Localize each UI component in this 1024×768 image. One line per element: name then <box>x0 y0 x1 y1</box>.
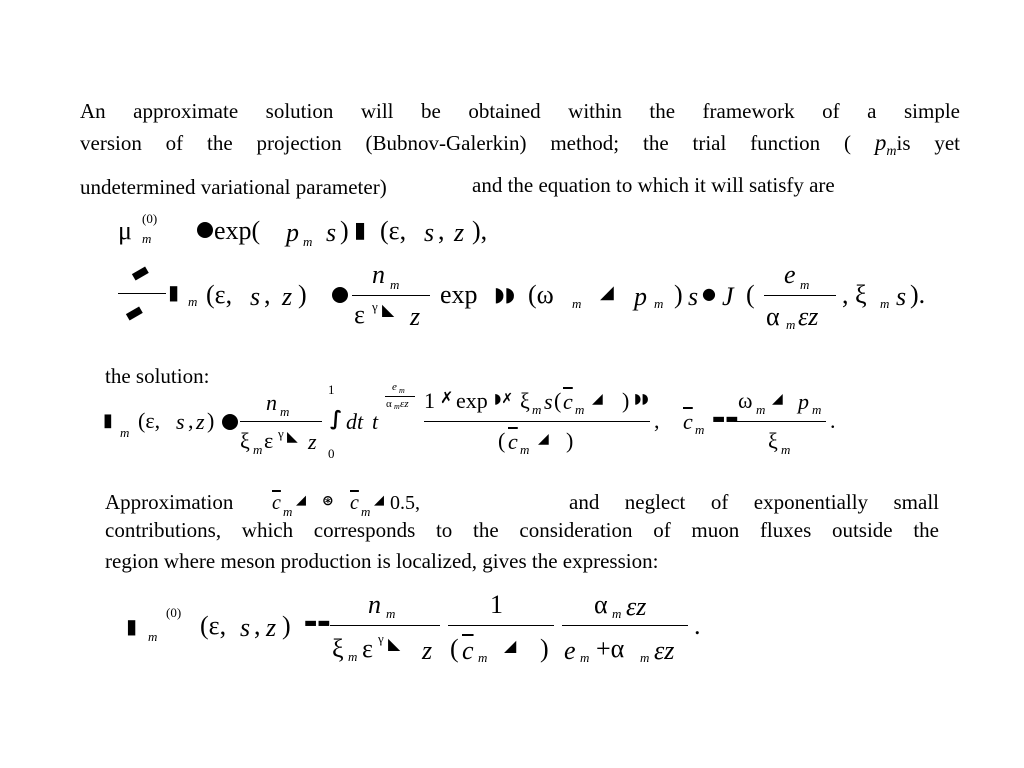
eq1-s2: s <box>424 218 435 247</box>
sol-frac3-bar <box>424 421 650 422</box>
eq3-f3-epsz: εz <box>626 592 647 621</box>
eq1-exp: exp( <box>214 216 261 245</box>
sol-int-lower: 0 <box>328 446 335 461</box>
eq2-xi-sub: m <box>880 296 890 311</box>
intro-line-2: version of the projection (Bubnov-Galerkin) method; the trial function ( $p_mis$ yet <box>80 130 960 159</box>
eq2-den-z: z <box>410 302 421 331</box>
eq2-frac2-e-sub: m <box>800 277 810 292</box>
eq3-frac2-bar <box>448 625 554 626</box>
eq3-close: ) <box>282 611 291 640</box>
intro-line-1: An approximate solution will be obtained within the framework of a simple <box>80 99 960 123</box>
eq3-phi-glyph: ▮ <box>126 614 138 638</box>
sol-f4-omega-sub: m <box>756 402 766 417</box>
eq2-s2: s <box>688 282 699 311</box>
sol-cbar: $\overline{c}$ <box>683 409 693 434</box>
eq1-z: z <box>454 218 465 247</box>
eq2-z: z <box>282 282 293 311</box>
eq3-f2-open: ( <box>450 634 459 663</box>
sol-den-xi-sub: m <box>253 442 263 457</box>
sol-num-sub: m <box>280 404 290 419</box>
eq2-glyph-3: ● <box>702 284 716 303</box>
eq1-p-sub: m <box>303 234 313 249</box>
eq2-partial-bar <box>118 293 166 294</box>
eq1-sub: m <box>142 231 152 246</box>
approx-value: 0.5, <box>390 492 420 514</box>
eq2-frac2-alpha-sub: m <box>786 317 796 332</box>
sol-exp-den-sub: m <box>394 402 400 411</box>
approx-c1: $\overline{c}$ <box>272 492 281 514</box>
eq3-f2-close: ) <box>540 634 549 663</box>
approx-line-2: contributions, which corresponds to the consideration of muon fluxes outside the <box>105 518 939 542</box>
sol-f3-den-c: $\overline{c}$ <box>508 429 518 454</box>
eq2-den-gamma: γ <box>372 299 378 314</box>
eq2-omega: (ω <box>528 280 554 309</box>
sol-f3-den-c-sub: m <box>520 442 530 457</box>
eq1-tail: ), <box>472 216 488 245</box>
sol-f3-glyph-4: ◗◗ <box>634 391 649 407</box>
eq2-num-sub: m <box>390 277 400 292</box>
sol-comma: , <box>188 408 194 433</box>
sol-f4-xi-sub: m <box>781 442 791 457</box>
sol-f4-xi: ξ <box>768 428 778 453</box>
eq3-f1-z: z <box>422 636 433 665</box>
sol-exp-num-e: e <box>392 381 397 393</box>
sol-exp-bar <box>385 396 415 397</box>
sol-period: . <box>830 408 836 433</box>
sol-int-upper: 1 <box>328 382 335 397</box>
eq1-args: (ε, <box>380 216 407 245</box>
eq3-f3-e: e <box>564 636 576 665</box>
eq2-end: ). <box>910 280 926 309</box>
eq2-p: p <box>634 282 647 311</box>
eq2-den-glyph: ◣ <box>382 300 395 319</box>
eq2-comma: , <box>264 280 271 309</box>
eq2-sub: m <box>188 294 198 309</box>
eq2-glyph-2: ◢ <box>600 282 614 303</box>
sol-den-eps: ε <box>264 428 274 453</box>
eq3-sub: m <box>148 629 158 644</box>
eq3-f1-glyph: ◣ <box>388 634 401 653</box>
solution-label: the solution: <box>105 364 210 388</box>
sol-num-n: n <box>266 390 277 415</box>
eq2-J-open: ( <box>746 280 755 309</box>
sol-cbar-sub: m <box>695 422 705 437</box>
sol-frac1-bar <box>240 421 322 422</box>
eq3-frac3-bar <box>562 625 688 626</box>
eq3-f3-z: εz <box>654 636 675 665</box>
eq3-f2-glyph: ◢ <box>504 636 517 655</box>
approx-glyph-1: ◢ <box>296 493 306 508</box>
eq2-close: ) <box>298 280 307 309</box>
sol-f3-den-glyph: ◢ <box>538 431 549 447</box>
eq1-close: ) <box>340 216 349 245</box>
sol-f4-p: p <box>798 389 809 414</box>
eq3-equiv-glyph: ▬▬ <box>304 615 331 631</box>
eq2-exp: exp <box>440 280 478 309</box>
eq3-f3-e-sub: m <box>580 650 590 665</box>
eq3-s: s <box>240 613 251 642</box>
sol-dot <box>222 414 238 430</box>
eq3-period: . <box>694 611 701 640</box>
approx-c2: $\overline{c}$ <box>350 492 359 514</box>
eq1-mu: μ <box>118 216 132 245</box>
approx-c2-sub: m <box>361 504 371 519</box>
eq2-J: J <box>722 282 734 311</box>
eq2-partial-glyph-top: ▬ <box>125 256 154 288</box>
eq2-p-sub: m <box>654 296 664 311</box>
sol-f3-glyph-3: ◢ <box>592 391 603 407</box>
sol-den-xi: ξ <box>240 428 250 453</box>
eq2-s: s <box>250 282 261 311</box>
sol-f3-glyph-1: ✗ <box>440 388 454 407</box>
sol-f3-one: 1 <box>424 388 435 413</box>
sol-f3-xi: ξ <box>520 388 530 413</box>
sol-exp-den-alpha: α <box>386 398 392 410</box>
approx-glyph-3: ◢ <box>374 493 384 508</box>
eq2-paren: ) <box>674 280 683 309</box>
sol-integral-icon: ∫ <box>330 406 343 430</box>
sol-phi-glyph: ▮ <box>103 410 113 431</box>
eq1-sup: (0) <box>142 211 158 226</box>
sol-f3-s: s <box>544 389 553 414</box>
eq1-p: p <box>286 218 299 247</box>
eq2-args: (ε, <box>206 280 233 309</box>
eq2-frac2-alpha: α <box>766 302 780 331</box>
sol-f3-xi-sub: m <box>532 402 542 417</box>
eq2-frac2-bar <box>764 295 836 296</box>
eq2-num-n: n <box>372 260 385 289</box>
sol-exp-num-sub: m <box>399 386 405 395</box>
eq2-glyph-1: ◗◗ <box>494 282 516 306</box>
sol-f3-open: ( <box>554 388 562 413</box>
sol-equiv-glyph: ▬▬ <box>712 411 739 427</box>
sol-f3-den-open: ( <box>498 428 506 453</box>
eq1-s: s <box>326 218 337 247</box>
eq3-f1-n: n <box>368 590 381 619</box>
eq2-frac2-epsz: εz <box>798 302 819 331</box>
intro-line-3b: and the equation to which it will satisfy are <box>472 173 835 197</box>
eq3-z: z <box>266 613 277 642</box>
sol-f3-den-close: ) <box>566 428 574 453</box>
approx-line-3: region where meson production is localized, gives the expression: <box>105 549 659 573</box>
eq2-partial-glyph-bottom: ▬ <box>119 296 148 328</box>
eq3-f2-num: 1 <box>490 590 503 619</box>
eq2-frac1-bar <box>352 295 430 296</box>
sol-t: t <box>372 409 379 434</box>
eq3-sup: (0) <box>166 605 182 620</box>
sol-frac4-bar <box>734 421 826 422</box>
eq3-f3-plus-sub: m <box>640 650 650 665</box>
intro-line-3a: undetermined variational parameter) <box>80 175 387 199</box>
eq2-phi-glyph: ▮ <box>168 280 180 304</box>
eq3-f1-gamma: γ <box>378 631 384 646</box>
sol-f3-c-sub: m <box>575 402 585 417</box>
eq3-f3-alpha: α <box>594 590 608 619</box>
eq3-f2-c: $\overline{c}$ <box>462 636 474 665</box>
eq3-f1-xi-sub: m <box>348 649 358 664</box>
eq3-f1-eps: ε <box>362 634 373 663</box>
eq3-frac1-bar <box>330 625 440 626</box>
sol-den-gamma: γ <box>278 426 284 441</box>
sol-args: (ε, <box>138 408 161 433</box>
eq3-f3-alpha-sub: m <box>612 606 622 621</box>
sol-f3-exp: exp <box>456 388 488 413</box>
eq3-comma: , <box>254 611 261 640</box>
sol-f3-glyph-2: ◗✗ <box>494 391 514 407</box>
sol-z: z <box>196 409 205 434</box>
approx-line1-tail: and neglect of exponentially small <box>569 490 939 514</box>
approx-word: Approximation <box>105 490 234 514</box>
sol-sub: m <box>120 425 130 440</box>
eq1-garbled-glyph: ▮ <box>354 218 367 243</box>
eq2-dot <box>332 287 348 303</box>
eq1-dot <box>197 222 213 238</box>
sol-den-glyph: ◣ <box>287 429 298 445</box>
intro-paragraph <box>80 95 960 163</box>
sol-f4-p-sub: m <box>812 402 822 417</box>
eq2-omega-sub: m <box>572 296 582 311</box>
eq3-f3-plus: +α <box>596 634 625 663</box>
sol-s: s <box>176 409 185 434</box>
sol-comma-2: , <box>654 408 660 433</box>
sol-f3-close: ) <box>622 388 630 413</box>
eq1-comma: , <box>438 216 445 245</box>
sol-f3-c: $\overline{c}$ <box>563 389 573 414</box>
sol-den-z: z <box>308 429 317 454</box>
sol-exp-den-epsz: εz <box>400 398 409 410</box>
approx-glyph-2: ⊛ <box>322 493 334 509</box>
eq3-f1-xi: ξ <box>332 634 344 663</box>
approx-c1-sub: m <box>283 504 293 519</box>
eq2-s3: s <box>896 282 907 311</box>
eq2-xi: , ξ <box>842 280 867 309</box>
sol-f4-omega: ω <box>738 388 753 413</box>
eq2-den-eps: ε <box>354 300 365 329</box>
sol-close: ) <box>207 408 215 433</box>
eq2-frac2-e: e <box>784 260 796 289</box>
eq3-args: (ε, <box>200 611 227 640</box>
sol-f4-glyph: ◢ <box>772 391 783 407</box>
eq3-f2-c-sub: m <box>478 650 488 665</box>
eq3-f1-n-sub: m <box>386 606 396 621</box>
sol-dt: dt <box>346 409 364 434</box>
